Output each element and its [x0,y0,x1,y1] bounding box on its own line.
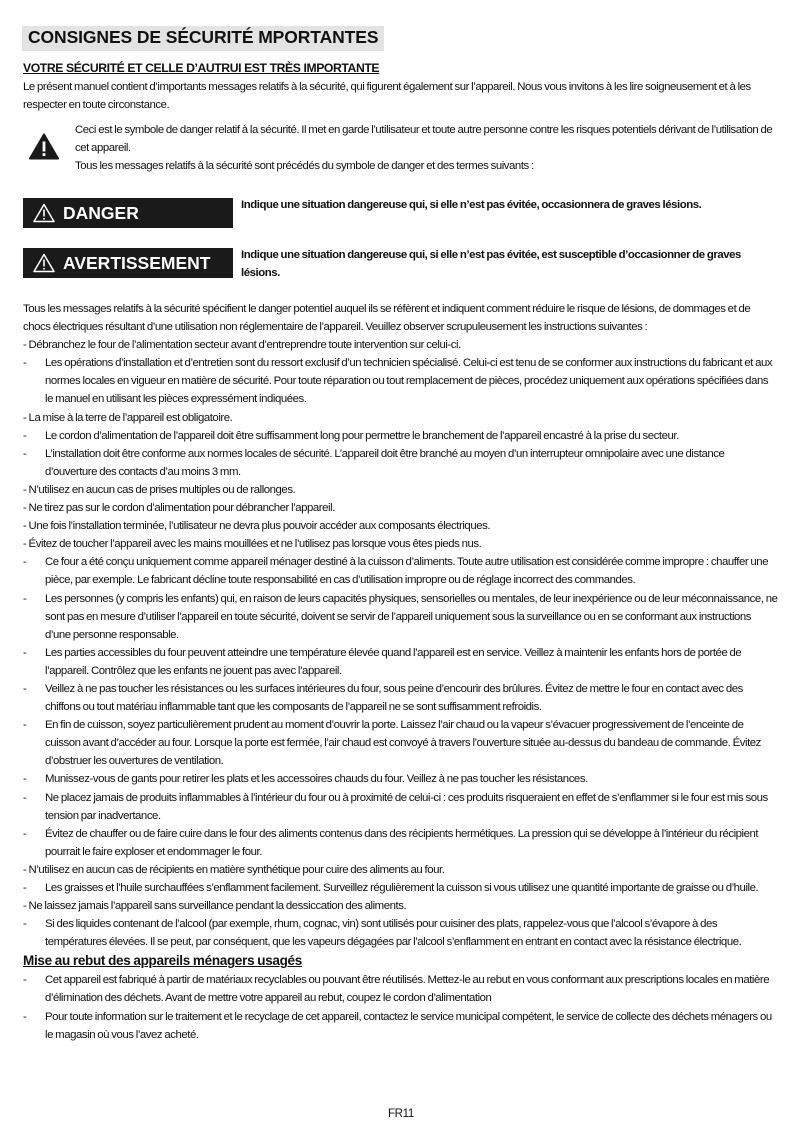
instruction-line: - Une fois l’installation terminée, l’utilisateur ne devra plus pouvoir accéder aux composants électriques. [23,520,491,533]
instruction-line: - Ne tirez pas sur le cordon d’alimentation pour débrancher l’appareil. [23,502,335,515]
list-item: - Si des liquides contenant de l’alcool (par exemple, rhum, cognac, vin) sont utilisés pour cuisiner des plats, rappelez-vous que l’alcool s’évapore à des températures élevées. Il se peut, par conséquent, que les vapeurs dégagées par l’alcool s’enflamment en entrant en contact avec la résistance électrique. [23,918,742,949]
symbol-explanation [75,121,780,175]
list-item: - Ce four a été conçu uniquement comme appareil ménager destiné à la cuisson d’aliments. Toute autre utilisation est considérée comme impropre : chauffer une pièce, par exemple. Le fabricant décline toute responsabilité en cas d’utilisation impropre ou de réglage incorrect des commandes. [23,556,769,587]
page-number: FR11 [387,1108,415,1120]
warning-triangle-icon [33,203,55,223]
list-item: - En fin de cuisson, soyez particulièrement prudent au moment d’ouvrir la porte. Laissez l’air chaud ou la vapeur s’évacuer progressivement de l’enceinte de cuisson avant d’accéder au four. Lorsque la porte est fermée, l’air chaud est convoyé à travers l’ouverture située au-dessus du bandeau de commande. Évitez d’obstruer les ouvertures de ventilation. [23,719,761,768]
instruction-line: - Ne laissez jamais l’appareil sans surveillance pendant la dessiccation des aliments. [23,900,407,913]
list-item: - Les opérations d’installation et d’entretien sont du ressort exclusif d’un technicien spécialisé. Celui-ci est tenu de se conformer aux instructions du fabricant et aux normes locales en vigueur en matière de sécurité. Pour toute réparation ou tout remplacement de pièces, procédez uniquement aux opérations spécifiées dans le manuel en utilisant les pièces expressément indiquées. [23,357,773,406]
list-item: - Les personnes (y compris les enfants) qui, en raison de leurs capacités physiques, sensorielles ou mentales, de leur inexpérience ou de leur méconnaissance, ne sont pas en mesure d’utiliser l’appareil en toute sécurité, doivent se servir de l’appareil uniquement sous la surveillance ou en se conformant aux instructions d’une personne responsable. [23,592,778,641]
safety-instructions [23,300,778,1044]
list-item: - Veillez à ne pas toucher les résistances ou les surfaces intérieures du four, sous peine d’encourir des brûlures. Évitez de mettre le four en contact avec des chiffons ou tout matériau inflammable tant que les composants de l’appareil ne se sont suffisamment refroidis. [23,682,743,714]
list-item: - Le cordon d’alimentation de l’appareil doit être suffisamment long pour permettre le branchement de l’appareil encastré à la prise du secteur. [23,429,679,442]
list-item: - Ne placez jamais de produits inflammables à l’intérieur du four ou à proximité de celui-ci : ces produits risqueraient en effet de s’enflammer si le four est mis sous tension par inadvertance. [23,791,768,822]
instruction-line: - Débranchez le four de l’alimentation secteur avant d’entreprendre toute intervention sur celui-ci. [23,339,461,352]
section-heading: VOTRE SÉCURITÉ ET CELLE D’AUTRUI EST TRÈS IMPORTANTE [23,61,380,75]
list-item: - Cet appareil est fabriqué à partir de matériaux recyclables ou pouvant être réutilisés. Mettez-le au rebut en vous conformant aux prescriptions locales en matière d’élimination des déchets. Avant de mettre votre appareil au rebut, coupez le cordon d’alimentation [23,974,770,1005]
warning-triangle-icon [29,133,59,160]
warning-signal-box [23,248,233,278]
instruction-line: - N’utilisez en aucun cas de prises multiples ou de rallonges. [23,483,296,496]
page-title: CONSIGNES DE SÉCURITÉ MPORTANTES [22,26,384,51]
symbol-text-2: Tous les messages relatifs à la sécurité sont précédés du symbole de danger et des termes suivants : [75,160,534,173]
list-item: - Pour toute information sur le traitement et le recyclage de cet appareil, contactez le service municipal compétent, le service de collecte des déchets ménagers ou le magasin où vous l’avez acheté. [23,1010,772,1041]
instruction-line: - La mise à la terre de l’appareil est obligatoire. [23,411,233,424]
list-item: - Évitez de chauffer ou de faire cuire dans le four des aliments contenus dans des récipients hermétiques. La pression qui se développe à l’intérieur du récipient pourrait le faire exploser et endommager le four. [23,827,759,858]
instruction-line: - Évitez de toucher l’appareil avec les mains mouillées et ne l’utilisez pas lorsque vous êtes pieds nus. [23,538,482,551]
warning-label: AVERTISSEMENT [63,252,211,273]
list-item: - Munissez-vous de gants pour retirer les plats et les accessoires chauds du four. Veillez à ne pas toucher les résistances. [23,773,588,786]
danger-description: Indique une situation dangereuse qui, si elle n’est pas évitée, occasionnera de graves lésions. [241,199,702,211]
symbol-text-1: Ceci est le symbole de danger relatif à la sécurité. Il met en garde l’utilisateur et toute autre personne contre les risques potentiels dérivant de l’utilisation de cet appareil. [75,124,773,155]
disposal-heading: Mise au rebut des appareils ménagers usagés [23,953,302,969]
list-item: - L’installation doit être conforme aux normes locales de sécurité. L’appareil doit être branché au moyen d’un interrupteur omnipolaire avec une distance d’ouverture des contacts d’au moins 3 mm. [23,447,725,478]
warning-description: Indique une situation dangereuse qui, si elle n’est pas évitée, est susceptible d’occasionner de graves lésions. [241,249,741,280]
list-item: - Les graisses et l’huile surchauffées s’enflamment facilement. Surveillez régulièrement la cuisson si vous utilisez une quantité importante de graisse ou d’huile. [23,882,759,894]
instruction-line: - N’utilisez en aucun cas de récipients en matière synthétique pour cuire des aliments au four. [23,863,445,876]
paragraph: Tous les messages relatifs à la sécurité spécifient le danger potentiel auquel ils se réfèrent et indiquent comment réduire le risque de lésions, de dommages et de chocs électriques résultant d’une utilisation non réglementaire de l’appareil. Veuillez observer scrupuleusement les instructions suivantes : [23,303,751,334]
danger-signal-box [23,198,233,228]
intro-paragraph: Le présent manuel contient d’importants messages relatifs à la sécurité, qui figurent également sur l’appareil. Nous vous invitons à les lire soigneusement et à les respecter en toute circonstance. [23,81,751,112]
danger-label: DANGER [63,202,139,223]
warning-triangle-icon [33,253,55,273]
list-item: - Les parties accessibles du four peuvent atteindre une température élevée quand l’appareil est en service. Veillez à maintenir les enfants hors de portée de l’appareil. Contrôlez que les enfants ne jouent pas avec l’appareil. [23,646,742,677]
